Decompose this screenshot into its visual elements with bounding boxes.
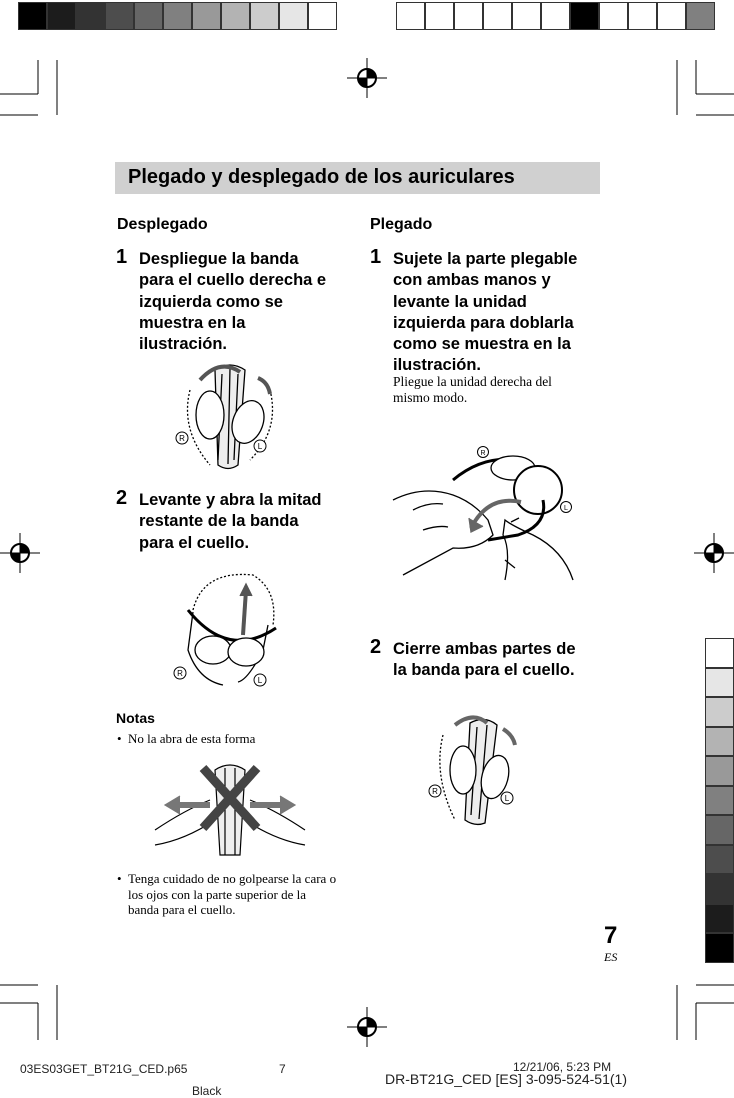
footer-datetime: 12/21/06, 5:23 PM [513, 1060, 612, 1074]
section-title-bar [115, 162, 600, 194]
registration-mark-bottom-icon [347, 1007, 387, 1047]
text-line: Cierre ambas partes de [393, 640, 576, 658]
headphones-folded-illustration-icon [425, 715, 535, 830]
right-step2-number: 2 [370, 636, 382, 658]
right-heading: Plegado [370, 216, 433, 233]
text-line: con ambas manos y [393, 271, 551, 290]
registration-mark-top-icon [347, 58, 387, 98]
right-marker-label: R [177, 669, 183, 678]
page-number: 7 [604, 922, 618, 949]
text-line: mismo modo. [393, 389, 468, 405]
right-step1-text [393, 249, 577, 377]
text-line: Sujete la parte plegable [393, 250, 578, 268]
right-marker-label: R [179, 434, 185, 443]
headphones-unfold-illustration-icon [170, 360, 290, 475]
note2-text [128, 871, 336, 918]
text-line: ilustración. [393, 356, 482, 375]
right-step2-text [393, 639, 576, 682]
text-line: Despliegue la banda [139, 250, 299, 268]
left-step1-number: 1 [116, 246, 128, 268]
text-line: Levante y abra la mitad [139, 491, 322, 509]
text-line: izquierda para doblarla [393, 313, 574, 332]
notes-heading: Notas [116, 710, 155, 726]
footer-ink: Black [192, 1084, 222, 1098]
text-line: izquierda como se [139, 292, 283, 311]
wrong-way-illustration-icon [155, 760, 305, 860]
text-line: Pliegue la unidad derecha del [393, 374, 552, 389]
text-line: para el cuello derecha e [139, 271, 327, 290]
text-line: para el cuello. [139, 533, 250, 552]
text-line: levante la unidad [393, 292, 527, 311]
right-marker-label: R [432, 787, 438, 796]
footer-model: DR-BT21G_CED [ES] 3-095-524-51(1) [385, 1071, 627, 1087]
left-marker-label: L [564, 505, 568, 512]
left-step2-number: 2 [116, 487, 128, 509]
text-line: la banda para el cuello. [393, 661, 575, 680]
text-line: restante de la banda [139, 512, 299, 531]
left-marker-label: L [504, 794, 510, 803]
note2-bullet: • [117, 871, 122, 886]
left-marker-label: L [257, 442, 263, 451]
section-title: Plegado y desplegado de los auriculares [128, 166, 515, 188]
text-line: muestra en la [139, 313, 246, 332]
right-step1-subtext [393, 374, 552, 405]
right-marker-label: R [480, 450, 486, 457]
registration-mark-left-icon [0, 533, 40, 573]
headphones-raise-band-illustration-icon [168, 570, 288, 690]
text-line: los ojos con la parte superior de la [128, 886, 306, 902]
footer-filename: 03ES03GET_BT21G_CED.p65 [20, 1062, 188, 1076]
text-line: banda para el cuello. [128, 902, 236, 917]
left-step2-text [139, 490, 322, 554]
left-marker-label: L [257, 676, 263, 685]
text-line: Tenga cuidado de no golpearse la cara o [128, 871, 337, 886]
note1-bullet: • [117, 731, 122, 746]
footer-page: 7 [279, 1062, 286, 1076]
note1-text: No la abra de esta forma [128, 731, 256, 746]
left-step1-text [139, 249, 326, 355]
text-line: ilustración. [139, 335, 228, 354]
left-heading: Desplegado [117, 216, 208, 233]
text-line: como se muestra en la [393, 335, 571, 354]
registration-mark-right-icon [694, 533, 734, 573]
page-language: ES [604, 950, 618, 964]
right-step1-number: 1 [370, 246, 382, 268]
hands-folding-illustration-icon [393, 440, 593, 590]
